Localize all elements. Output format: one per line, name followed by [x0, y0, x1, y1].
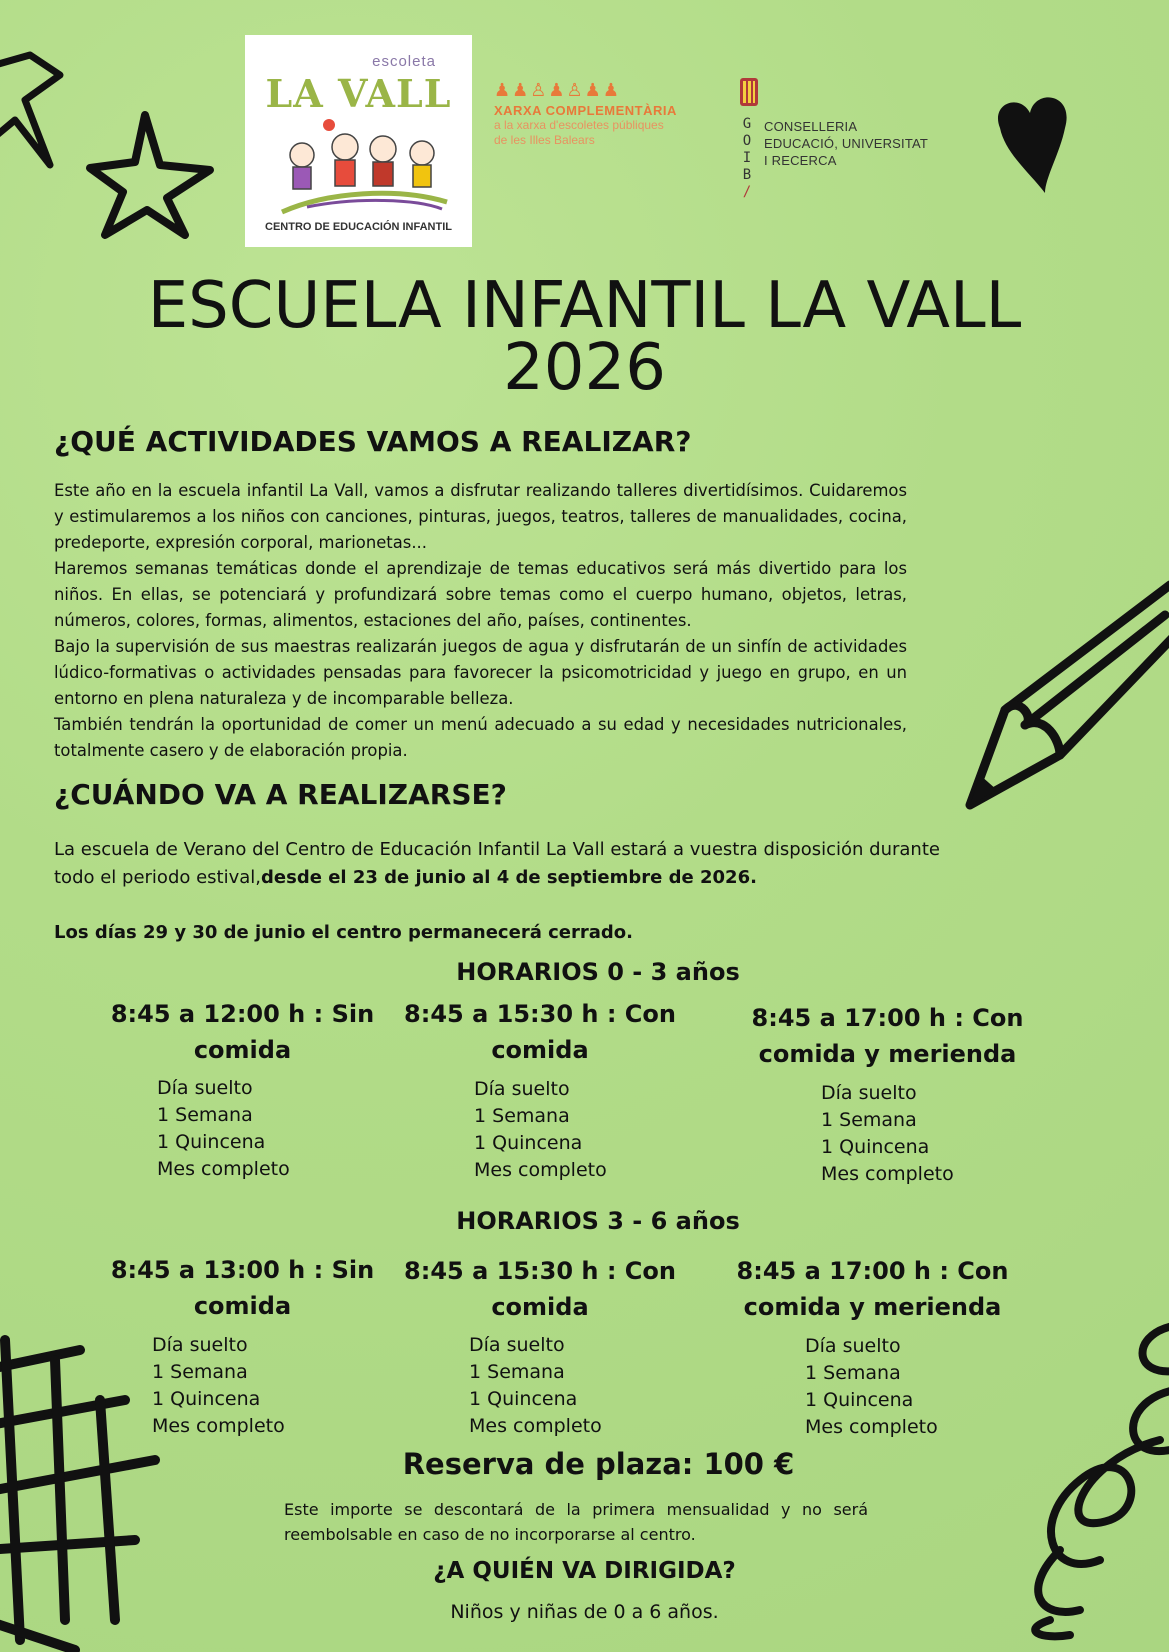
goib-text: CONSELLERIA EDUCACIÓ, UNIVERSITAT I RECERCA	[764, 119, 929, 168]
page-title: ESCUELA INFANTIL LA VALL 2026	[147, 269, 1022, 405]
schedule-col-3-6-a: 8:45 a 13:00 h : Sin comida	[110, 1256, 375, 1320]
xarxa-line1: a la xarxa d'escoletes públiques	[494, 118, 664, 132]
xarxa-complementaria-logo	[494, 80, 724, 148]
section-heading-cuando: ¿CUÁNDO VA A REALIZARSE?	[54, 778, 507, 811]
pencil-icon	[965, 575, 1169, 815]
heart-icon	[990, 88, 1075, 203]
star-icon	[85, 110, 215, 240]
section-heading-actividades: ¿QUÉ ACTIVIDADES VAMOS A REALIZAR?	[54, 425, 692, 458]
horarios-0-3-title: HORARIOS 0 - 3 años	[456, 958, 740, 986]
children-illustration-icon	[267, 117, 452, 217]
la-vall-logo	[245, 35, 472, 247]
xarxa-title: XARXA COMPLEMENTÀRIA	[494, 103, 677, 118]
cuando-text: La escuela de Verano del Centro de Educación Infantil La Vall estará a vuestra disposición durante todo el periodo estival,desde el 23 de junio al 4 de septiembre de 2026.	[54, 839, 940, 888]
options-list-3-6-a: Día suelto 1 Semana 1 Quincena Mes completo	[152, 1334, 285, 1437]
schedule-col-3-6-c: 8:45 a 17:00 h : Con comida y merienda	[736, 1257, 1009, 1321]
schedule-col-0-3-a: 8:45 a 12:00 h : Sin comida	[110, 1000, 375, 1064]
closed-days-notice: Los días 29 y 30 de junio el centro permanecerá cerrado.	[54, 922, 633, 943]
schedule-col-3-6-b: 8:45 a 15:30 h : Con comida	[404, 1257, 676, 1321]
options-list-0-3-b: Día suelto 1 Semana 1 Quincena Mes completo	[474, 1078, 607, 1181]
reserva-note: Este importe se descontará de la primera mensualidad y no será reembolsable en caso de no incorporarse al centro.	[284, 1500, 868, 1544]
actividades-text: Este año en la escuela infantil La Vall, vamos a disfrutar realizando talleres divertidísimos. Cuidaremos y estimularemos a los niños con canciones, pinturas, juegos, teatros, talleres de manualidades, cocina, predeporte, expresión corporal, marionetas... Haremos semanas temáticas donde el aprendizaje de temas educativos será más divertido para los niños. En ellas, se potenciará y profundizará sobre temas como el cuerpo humano, objetos, letras, números, colores, formas, alimentos, estaciones del año, países, continentes. Bajo la supervisión de sus maestras realizarán juegos de agua y disfrutarán de un sinfín de actividades lúdico-formativas o actividades pensadas para favorecer la psicomotricidad y juego en grupo, en un entorno en plena naturaleza y de incomparable belleza. También tendrán la oportunidad de comer un menú adecuado a su edad y necesidades nutricionales, totalmente casero y de elaboración propia.	[54, 481, 907, 760]
options-list-3-6-c: Día suelto 1 Semana 1 Quincena Mes completo	[805, 1335, 938, 1438]
options-list-3-6-b: Día suelto 1 Semana 1 Quincena Mes completo	[469, 1334, 602, 1437]
star-icon	[0, 45, 80, 175]
logo-name: LA VALL	[265, 71, 452, 116]
options-list-0-3-a: Día suelto 1 Semana 1 Quincena Mes completo	[157, 1077, 290, 1180]
logo-top-text: escoleta	[372, 53, 436, 70]
xarxa-line2: de les Illes Balears	[494, 133, 595, 147]
logo-bottom-text: CENTRO DE EDUCACIÓN INFANTIL	[265, 221, 452, 233]
schedule-col-0-3-b: 8:45 a 15:30 h : Con comida	[404, 1000, 676, 1064]
coat-of-arms-icon	[740, 78, 758, 106]
people-figures-icon: ♟︎♟︎♙♟︎♙♟︎♟︎	[494, 80, 621, 100]
quien-heading: ¿A QUIÉN VA DIRIGIDA?	[433, 1558, 736, 1584]
horarios-3-6-title: HORARIOS 3 - 6 años	[456, 1207, 740, 1235]
goib-conselleria-logo	[738, 78, 938, 208]
schedule-col-0-3-c: 8:45 a 17:00 h : Con comida y merienda	[751, 1004, 1024, 1068]
quien-text: Niños y niñas de 0 a 6 años.	[450, 1601, 719, 1623]
options-list-0-3-c: Día suelto 1 Semana 1 Quincena Mes completo	[821, 1082, 954, 1185]
reserva-title: Reserva de plaza: 100 €	[402, 1447, 795, 1481]
goib-letters: G O I B /	[742, 116, 752, 200]
